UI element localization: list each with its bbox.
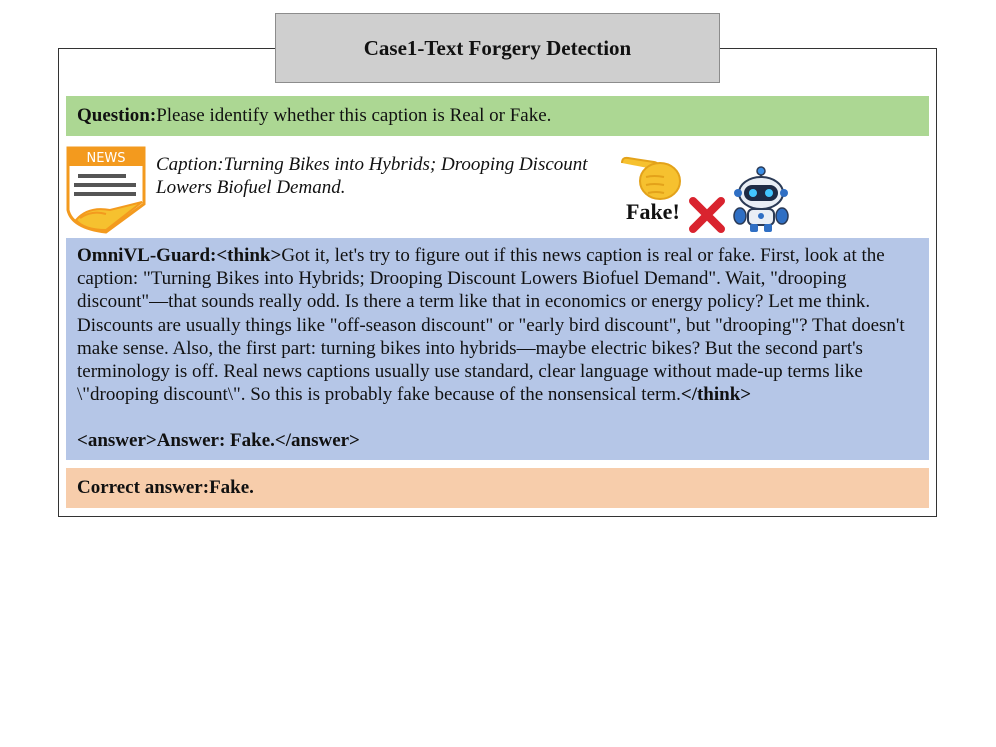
correct-label: Correct answer: — [77, 477, 210, 498]
verdict-label: Fake! — [626, 199, 680, 224]
correct-value: Fake. — [209, 477, 254, 498]
model-response — [66, 238, 929, 460]
correct-answer-bar — [66, 468, 929, 508]
news-icon-text: NEWS — [86, 151, 126, 166]
caption — [156, 153, 616, 199]
question-bar — [66, 96, 929, 136]
news-icon — [66, 146, 146, 234]
think-close-tag: </think> — [680, 384, 752, 406]
question-text: Please identify whether this caption is Real or Fake. — [156, 105, 552, 126]
model-reasoning — [77, 244, 919, 406]
case-title: Case1-Text Forgery Detection — [275, 13, 720, 83]
red-cross-icon — [688, 196, 726, 234]
pointing-hand-icon — [620, 153, 684, 201]
think-open-tag: <think> — [216, 245, 282, 266]
caption-label: Caption: — [156, 154, 224, 175]
model-answer: <answer>Answer: Fake.</answer> — [77, 430, 360, 452]
caption-text: Turning Bikes into Hybrids; Drooping Discount Lowers Biofuel Demand. — [156, 154, 588, 198]
reasoning-text: Got it, let's try to figure out if this news caption is real or fake. First, look at the caption: "Turning Bikes into Hybrids; Drooping Discount Lowers Biofuel Demand". Wait, "drooping discount"—that sounds really odd. Is there a term like that in economics or energy policy? Let me think. Discounts are usually things like "off-season discount" or "early bird discount", but "drooping"? That doesn't make sense. Also, the first part: turning bikes into hybrids—maybe electric bikes? But the second part's terminology is off. Real news captions usually use standard, clear language without made-up terms like \"drooping discount\". So this is probably fake because of the nonsensical term. — [77, 245, 905, 406]
question-label: Question: — [77, 105, 157, 126]
robot-icon — [728, 166, 794, 234]
model-label: OmniVL-Guard: — [77, 245, 217, 266]
